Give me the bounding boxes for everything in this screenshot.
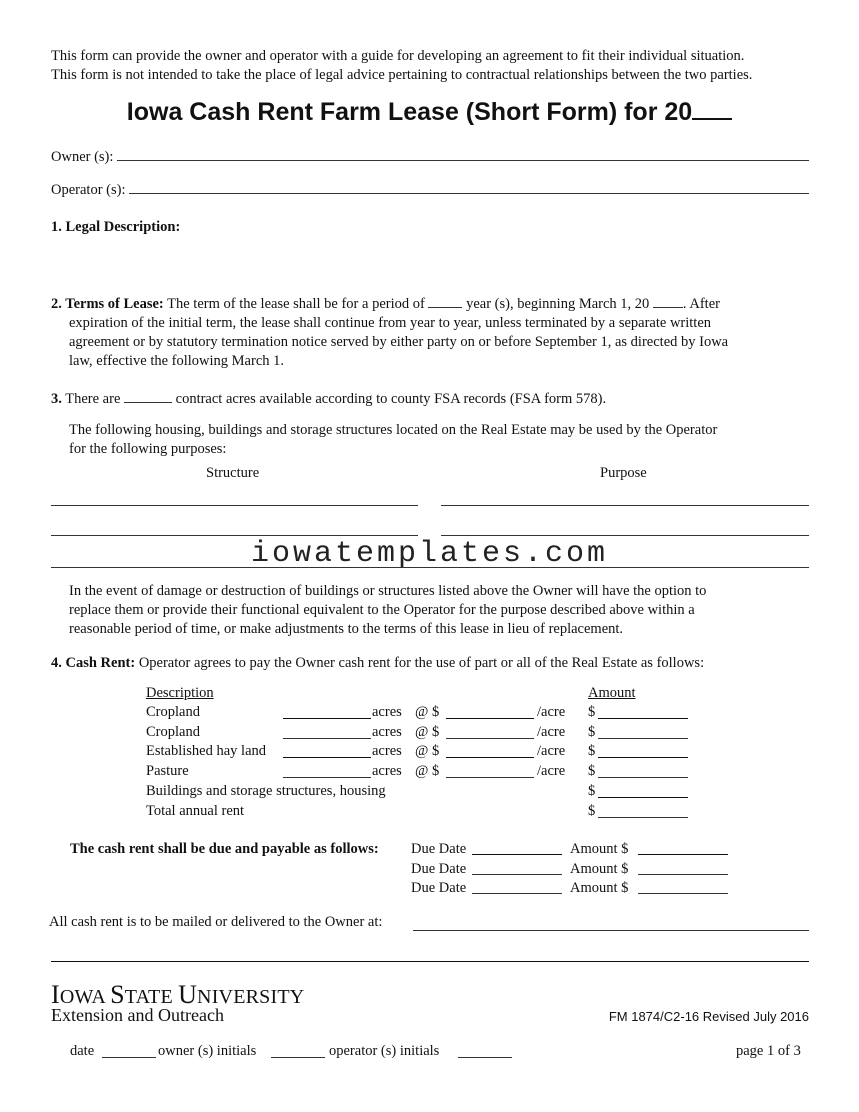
damage-line2: replace them or provide their functional equivalent to the Operator for the purpose described above within a	[69, 602, 695, 618]
rent-row-acres-unit: acres	[372, 743, 402, 760]
damage-paragraph	[51, 582, 811, 639]
section4-heading: 4. Cash Rent:	[51, 655, 136, 671]
structure-line-1[interactable]	[51, 505, 418, 506]
rent-row-acres-blank[interactable]	[283, 757, 371, 758]
rent-row-per-acre: /acre	[537, 762, 566, 779]
operator-initials-label: operator (s) initials	[329, 1043, 440, 1059]
rent-row-amount-blank[interactable]	[598, 718, 688, 719]
extension-outreach: Extension and Outreach	[51, 1005, 224, 1025]
section2-heading: 2. Terms of Lease:	[51, 296, 164, 312]
section2-line4: law, effective the following March 1.	[69, 353, 285, 369]
total-amount-blank[interactable]	[598, 817, 688, 818]
due-date-blank-3[interactable]	[472, 893, 562, 894]
rent-row-per-acre: /acre	[537, 743, 566, 760]
rent-row-rate-blank[interactable]	[446, 757, 534, 758]
rent-row-acres-unit: acres	[372, 762, 402, 779]
buildings-dollar: $	[588, 783, 596, 799]
rent-row-description: Cropland	[146, 704, 200, 720]
rent-row-amount-blank[interactable]	[598, 757, 688, 758]
total-dollar: $	[588, 803, 596, 819]
owner-label: Owner (s):	[51, 149, 114, 165]
rent-row-acres-unit: acres	[372, 704, 402, 720]
mail-address-blank[interactable]	[413, 930, 809, 931]
purpose-line-2[interactable]	[441, 535, 809, 536]
damage-line3: reasonable period of time, or make adjustments to the terms of this lease in lieu of replacement.	[69, 621, 624, 637]
buildings-amount-blank[interactable]	[598, 797, 688, 798]
rent-row-rate-blank[interactable]	[446, 718, 534, 719]
purpose-line-1[interactable]	[441, 505, 809, 506]
section-legal-description	[51, 218, 811, 237]
owner-input-line[interactable]	[117, 146, 809, 161]
structures-line1: The following housing, buildings and storage structures located on the Real Estate may be used by the Operator	[69, 422, 718, 438]
due-amount-label-1: Amount $	[570, 841, 629, 857]
owner-field	[51, 146, 809, 166]
intro-text	[51, 47, 821, 85]
contract-acres-blank[interactable]	[124, 389, 172, 403]
rent-row-dollar: $	[588, 723, 596, 740]
rent-row-rate-blank[interactable]	[446, 777, 534, 778]
form-number: FM 1874/C2-16 Revised July 2016	[608, 1009, 809, 1024]
page-title	[0, 98, 859, 127]
section3-text-b: contract acres available according to county FSA records (FSA form 578).	[175, 391, 607, 407]
rent-row-amount-blank[interactable]	[598, 777, 688, 778]
term-years-blank[interactable]	[428, 294, 462, 308]
intro-line-1: This form can provide the owner and operator with a guide for developing an agreement to fit their individual situation.	[51, 48, 745, 64]
watermark: iowatemplates.com	[250, 537, 609, 571]
operator-input-line[interactable]	[129, 179, 809, 194]
operator-initials-blank[interactable]	[458, 1057, 512, 1058]
owner-initials-label: owner (s) initials	[158, 1043, 257, 1059]
total-row-label: Total annual rent	[146, 803, 245, 819]
rent-row-dollar: $	[588, 762, 596, 779]
structures-line2: for the following purposes:	[69, 441, 227, 457]
due-date-label-2: Due Date	[411, 861, 467, 877]
owner-initials-blank[interactable]	[271, 1057, 325, 1058]
rent-row-dollar: $	[588, 704, 596, 720]
rent-row-per-acre: /acre	[537, 704, 566, 720]
rent-row-description: Pasture	[146, 762, 189, 779]
term-start-year-blank[interactable]	[653, 294, 683, 308]
due-payable-label: The cash rent shall be due and payable as follows:	[70, 841, 379, 857]
isu-logo: IOWA STATE UNIVERSITY	[51, 980, 305, 1009]
section-cash-rent	[51, 654, 811, 673]
structure-column-header: Structure	[206, 465, 260, 481]
title-text: Iowa Cash Rent Farm Lease (Short Form) for 20	[126, 98, 693, 126]
rent-row-amount-blank[interactable]	[598, 738, 688, 739]
section2-text-c: . After	[682, 296, 720, 312]
due-date-blank-1[interactable]	[472, 854, 562, 855]
date-label: date	[70, 1043, 95, 1059]
rent-row-acres-unit: acres	[372, 723, 402, 740]
description-column-header: Description	[146, 685, 214, 701]
purpose-column-header: Purpose	[600, 465, 647, 481]
due-date-label-3: Due Date	[411, 880, 467, 896]
section2-text-a: The term of the lease shall be for a period of	[167, 296, 425, 312]
intro-line-2: This form is not intended to take the place of legal advice pertaining to contractual relationships between the two parties.	[51, 67, 753, 83]
operator-label: Operator (s):	[51, 182, 126, 198]
section2-text-b: year (s), beginning March 1, 20	[466, 296, 650, 312]
page-number: page 1 of 3	[736, 1043, 801, 1059]
section-terms-of-lease	[51, 294, 811, 371]
rent-row-at-dollar: @ $	[415, 704, 440, 720]
rent-row-acres-blank[interactable]	[283, 777, 371, 778]
rent-row-dollar: $	[588, 743, 596, 760]
due-amount-label-3: Amount $	[570, 880, 629, 896]
due-date-blank-2[interactable]	[472, 874, 562, 875]
footer-rule	[51, 961, 809, 962]
year-blank[interactable]	[692, 100, 732, 120]
date-blank[interactable]	[102, 1057, 156, 1058]
section3-num: 3.	[51, 391, 62, 407]
section2-line3: agreement or by statutory termination notice served by either party on or before September 1, as directed by Iowa	[69, 334, 729, 350]
rent-row-at-dollar: @ $	[415, 723, 440, 740]
rent-row-acres-blank[interactable]	[283, 738, 371, 739]
amount-column-header: Amount	[588, 685, 636, 701]
due-amount-blank-1[interactable]	[638, 854, 728, 855]
rent-row-acres-blank[interactable]	[283, 718, 371, 719]
rent-row-description: Established hay land	[146, 743, 267, 760]
rent-row-rate-blank[interactable]	[446, 738, 534, 739]
rent-row-at-dollar: @ $	[415, 743, 440, 760]
rent-row-at-dollar: @ $	[415, 762, 440, 779]
section-contract-acres	[51, 389, 811, 409]
due-amount-blank-2[interactable]	[638, 874, 728, 875]
rent-row-description: Cropland	[146, 723, 200, 740]
operator-field	[51, 179, 809, 199]
due-amount-blank-3[interactable]	[638, 893, 728, 894]
section2-line2: expiration of the initial term, the lease shall continue from year to year, unless terminated by a separate written	[69, 315, 712, 331]
section4-text: Operator agrees to pay the Owner cash rent for the use of part or all of the Real Estate as follows:	[138, 655, 705, 671]
section1-heading: 1. Legal Description:	[51, 219, 181, 235]
due-amount-label-2: Amount $	[570, 861, 629, 877]
mail-label: All cash rent is to be mailed or delivered to the Owner at:	[49, 914, 383, 930]
section3-text-a: There are	[65, 391, 121, 407]
damage-line1: In the event of damage or destruction of buildings or structures listed above the Owner will have the option to	[69, 583, 707, 599]
buildings-row-label: Buildings and storage structures, housing	[146, 783, 386, 799]
rent-row-per-acre: /acre	[537, 723, 566, 740]
structures-paragraph	[51, 421, 811, 459]
due-date-label-1: Due Date	[411, 841, 467, 857]
structure-line-2[interactable]	[51, 535, 418, 536]
